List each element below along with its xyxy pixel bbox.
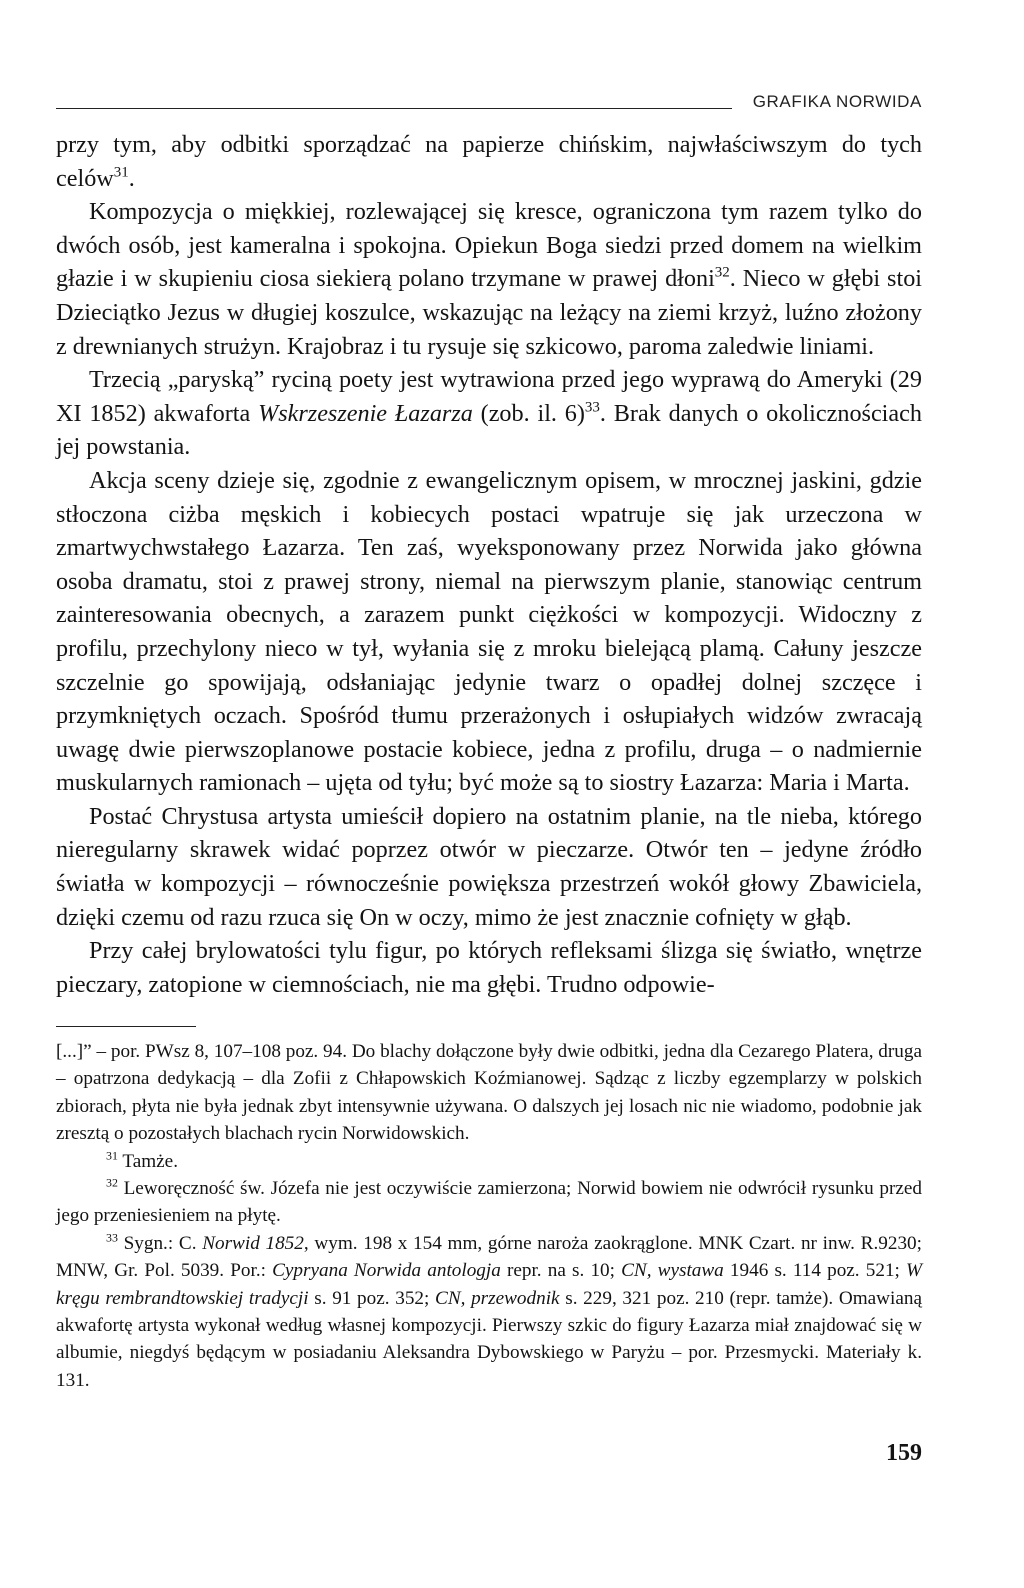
footnote-continuation: [...]” – por. PWsz 8, 107–108 poz. 94. Do blachy dołączone były dwie odbitki, jedna dla Cezarego Platera, druga – opatrzona dedykacją – dla Zofii z Chłapowskich Koźmianowej. Sądząc z liczby egzemplarzy w polskich zbiorach, płyta nie była jednak zbyt intensywnie używana. O dalszych jej losach nic nie wiadomo, podobnie jak zresztą o pozostałych blachach rycin Norwidowskich. (56, 1041, 922, 1145)
artwork-title: Wskrzeszenie Łazarza (258, 399, 473, 427)
paragraph: Akcja sceny dzieje się, zgodnie z ewangelicznym opisem, w mrocznej jaskini, gdzie stłoczona ciżba męskich i kobiecych postaci wpatruje się jak urzeczona w zmartwychwstałego Łazarza. Ten zaś, wyeksponowany przez Norwida jako główna osoba dramatu, stoi z prawej strony, niemal na pierwszym planie, stanowiąc centrum zainteresowania obecnych, a zarazem punkt ciężkości w kompozycji. Widoczny z profilu, przechylony nieco w tył, wyłania się z mroku bielejącą plamą. Całuny jeszcze szczelnie go spowijają, odsłaniając jedynie twarz o opadłej dolnej szczęce i przymkniętych oczach. Spośród tłumu przerażonych i osłupiałych widzów zwracają uwagę dwie pierwszoplanowe postacie kobiece, jedna z profilu, druga – o nadmiernie muskularnych ramionach – ujęta od tyłu; być może są to siostry Łazarza: Maria i Marta. (56, 466, 922, 797)
paragraph: Trzecią „paryską” ryciną poety jest wytrawiona przed jego wyprawą do Ameryki (29 XI 1852) akwaforta Wskrzeszenie Łazarza (zob. il. 6)$^{33}$. Brak danych o okolicznościach jej powstania. (56, 366, 922, 461)
header-rule (56, 108, 732, 109)
footnote-32: $^{32}$ Leworęczność św. Józefa nie jest oczywiście zamierzona; Norwid bowiem nie odwrócił rysunku przed jego przeniesieniem na płytę. (56, 1175, 922, 1227)
running-title: GRAFIKA NORWIDA (752, 92, 922, 111)
running-header (56, 92, 922, 116)
footnote-ref: 31 (113, 164, 129, 181)
paragraph: przy tym, aby odbitki sporządzać na papierze chińskim, najwłaściwszym do tych celów$^{31}$. (56, 131, 922, 192)
footnote-33: $^{33}$ Sygn.: C. Norwid 1852, wym. 198 x 154 mm, górne naroża zaokrąglone. MNK Czart. nr inw. R.9230; MNW, Gr. Pol. 5039. Por.: Cypryana Norwida antologja repr. na s. 10; CN, wystawa 1946 s. 114 poz. 521; W kręgu rembrandtowskiej tradycji s. 91 poz. 352; CN, przewodnik s. 229, 321 poz. 210 (repr. tamże). Omawianą akwafortę artysta wykonał według własnej kompozycji. Pierwszy szkic do figury Łazarza miał znajdować się w albumie, niegdyś będącym w posiadaniu Aleksandra Dybowskiego w Paryżu – por. Przesmycki. Materiały k. 131. (56, 1230, 923, 1391)
paragraph: Postać Chrystusa artysta umieścił dopiero na ostatnim planie, na tle nieba, którego nieregularny skrawek widać poprzez otwór w pieczarze. Otwór ten – jedyne źródło światła w kompozycji – równocześnie powiększa przestrzeń wokół głowy Zbawiciela, dzięki czemu od razu rzuca się On w oczy, mimo że jest znacznie cofnięty w głąb. (56, 802, 922, 931)
paragraph: Kompozycja o miękkiej, rozlewającej się kresce, ograniczona tym razem tylko do dwóch osób, jest kameralna i spokojna. Opiekun Boga siedzi przed domem na wielkim głazie i w skupieniu ciosa siekierą polano trzymane w prawej dłoni$^{32}$. Nieco w głębi stoi Dzieciątko Jezus w długiej koszulce, wskazując na leżący na ziemi krzyż, luźno złożony z drewnianych strużyn. Krajobraz i tu rysuje się szkicowo, paroma zaledwie liniami. (56, 198, 923, 360)
page-number: 159 (886, 1440, 922, 1466)
footnote-ref: 33 (584, 399, 600, 416)
paragraph: Przy całej brylowatości tylu figur, po których refleksami ślizga się światło, wnętrze pieczary, zatopione w ciemnościach, nie ma głębi. Trudno odpowie- (56, 937, 922, 998)
footnote-ref: 32 (714, 265, 730, 282)
main-text (56, 128, 922, 1001)
footnote-31: $^{31}$ Tamże. (106, 1148, 178, 1172)
footnote-separator (56, 1026, 196, 1027)
footnotes (56, 1038, 922, 1394)
